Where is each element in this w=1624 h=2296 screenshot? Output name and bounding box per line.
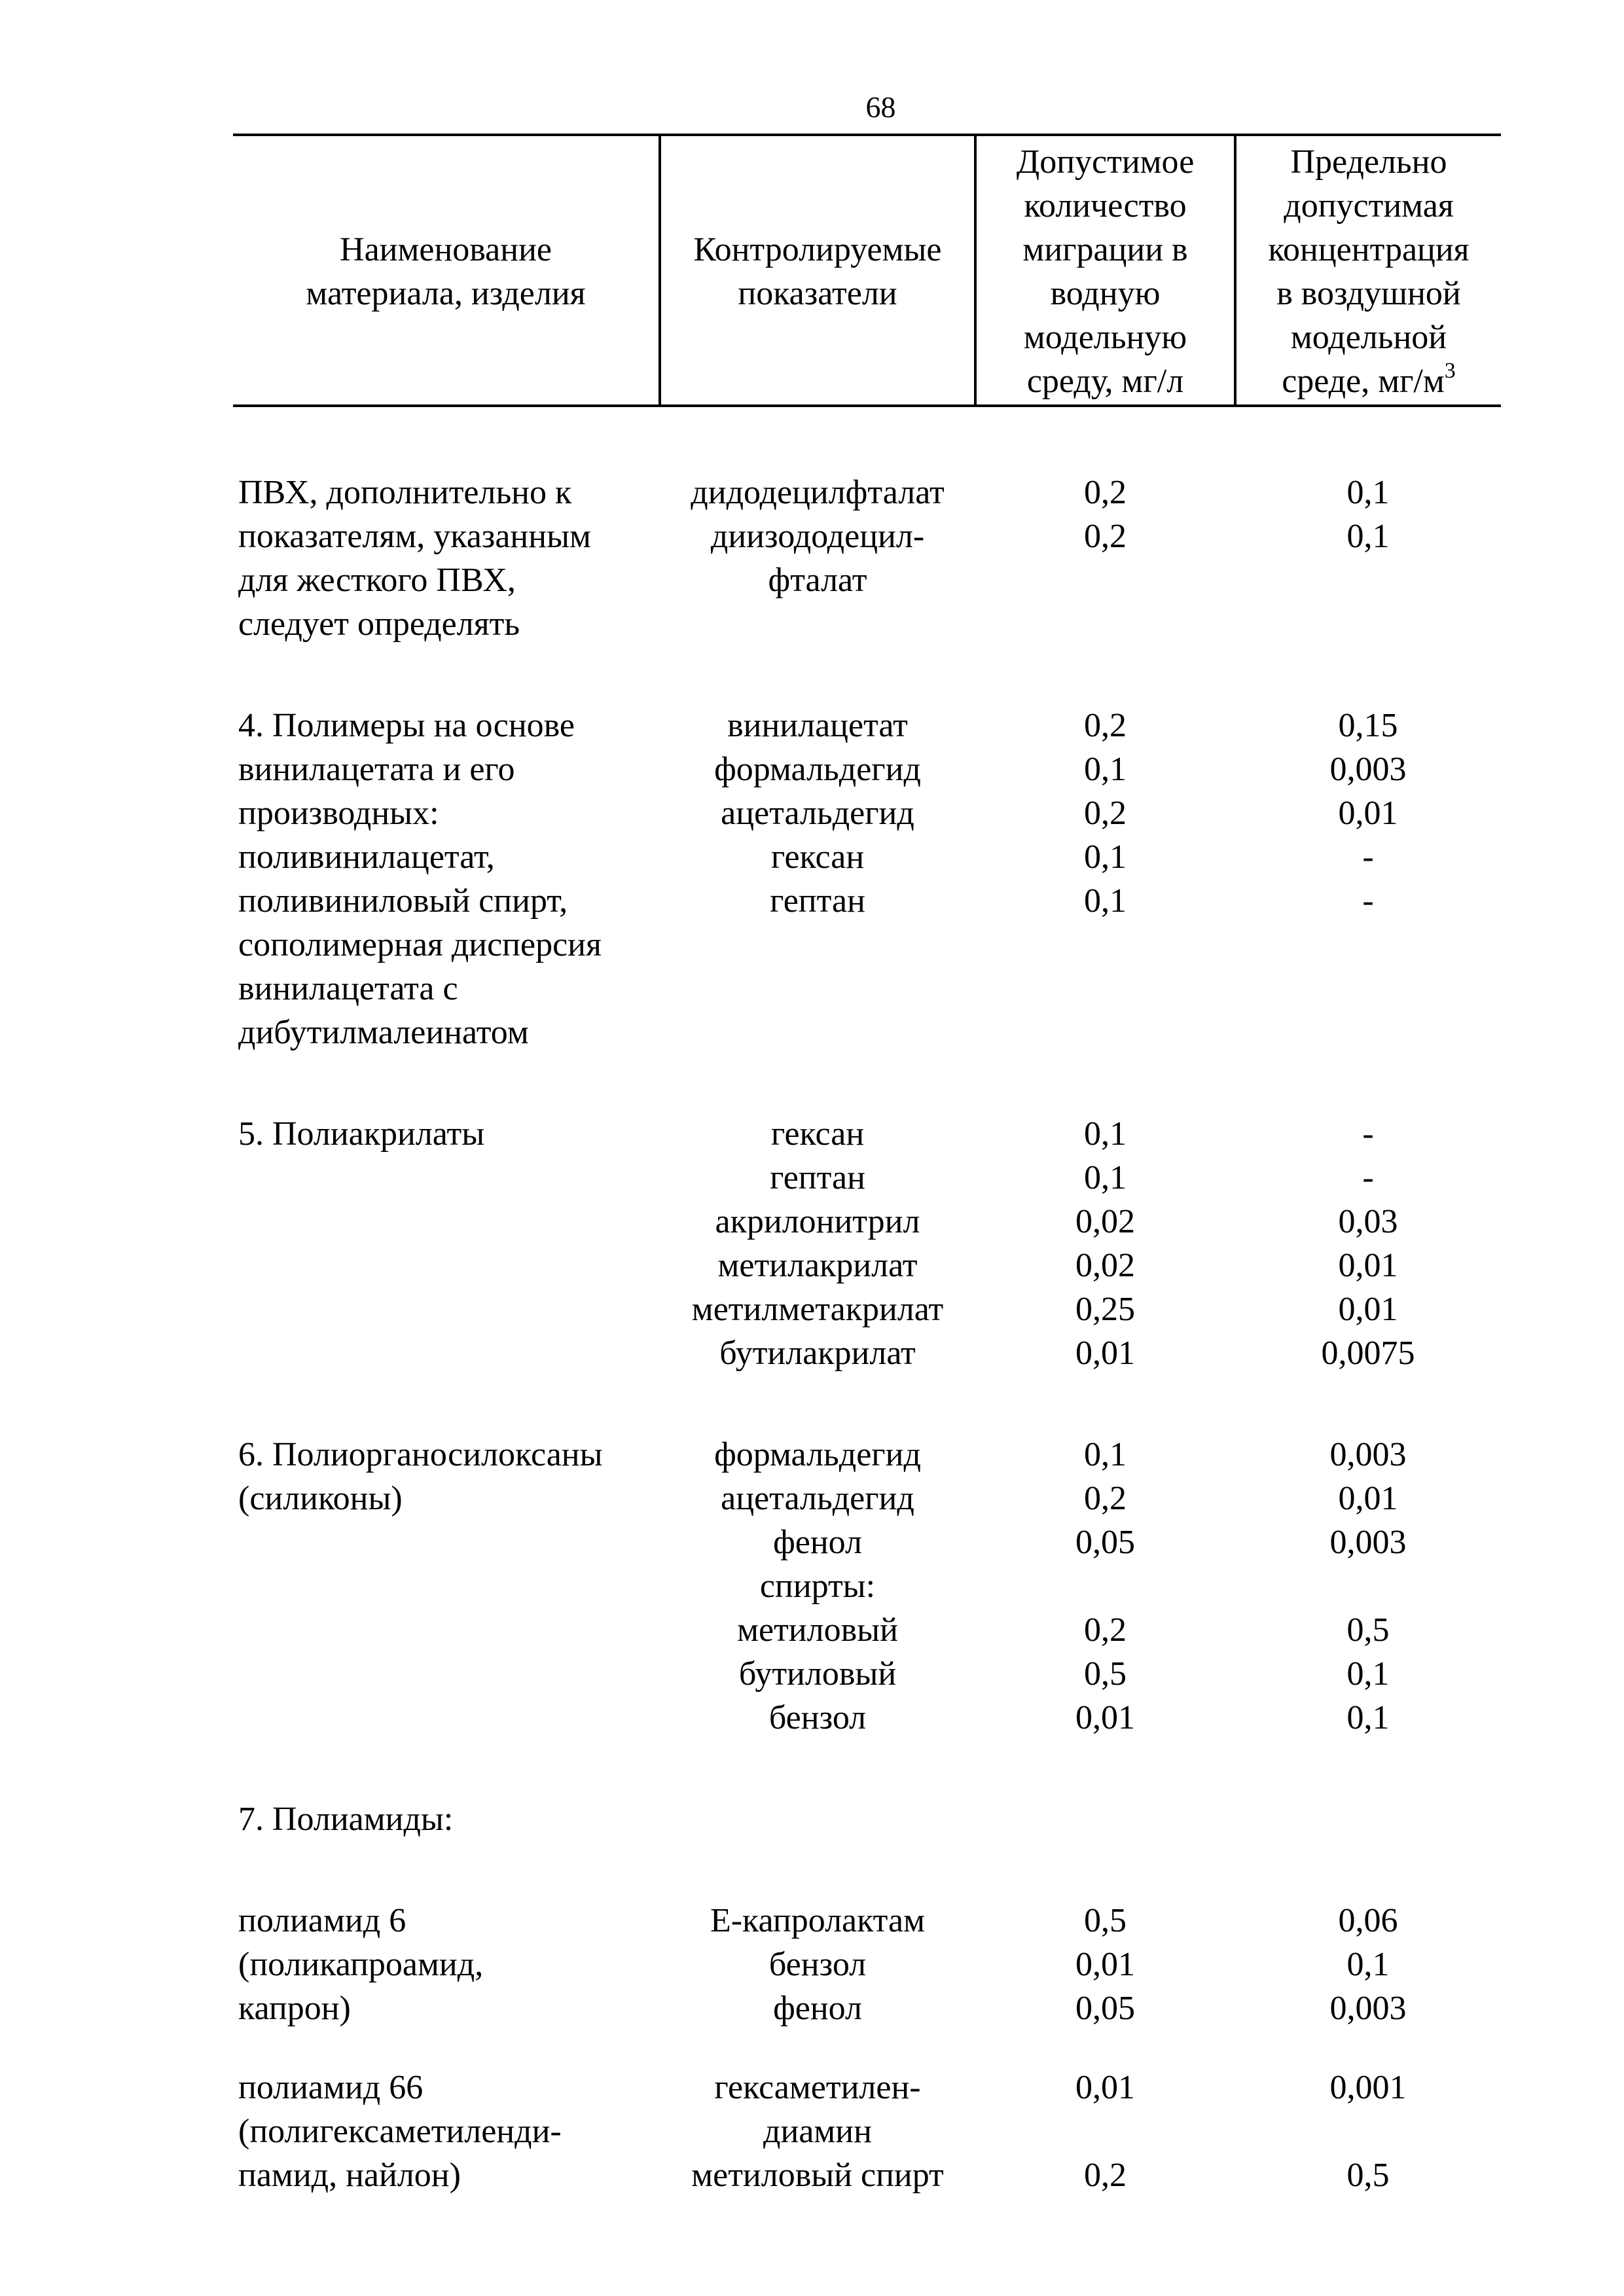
table-section-row	[233, 2030, 1501, 2197]
water-value: 0,05	[1075, 1524, 1135, 1561]
indicator-line: гексан	[770, 1115, 865, 1153]
table-body	[233, 406, 1501, 2197]
material-name-cell	[233, 646, 660, 1054]
air-value: -	[1362, 838, 1374, 876]
water-value: 0,01	[1075, 1699, 1135, 1736]
material-name-line: полиамид 6	[238, 1902, 406, 1939]
header-text: миграции в	[1022, 231, 1188, 268]
header-line	[1238, 272, 1500, 315]
indicator-line: метилакрилат	[717, 1247, 918, 1284]
table-section-row	[233, 406, 1501, 646]
water-value: 0,1	[1084, 838, 1127, 876]
header-text: модельную	[1023, 319, 1187, 356]
water-value: 0,02	[1075, 1247, 1135, 1284]
header-text: концентрация	[1268, 231, 1470, 268]
air-value-cell	[1235, 1740, 1501, 1841]
water-value: 0,01	[1075, 1335, 1135, 1372]
indicator-cell	[660, 1740, 975, 1841]
material-name-line: памид, найлон)	[238, 2157, 461, 2194]
water-value	[975, 1564, 1235, 1608]
water-value: 0,2	[1084, 474, 1127, 511]
indicator-line: фенол	[773, 1524, 862, 1561]
indicator-line: фенол	[773, 1990, 862, 2027]
header-text: среду, мг/л	[1026, 363, 1184, 400]
air-value: 0,03	[1338, 1203, 1398, 1240]
header-line	[978, 140, 1233, 184]
material-name-line: дибутилмалеинатом	[238, 1014, 529, 1051]
water-value: 0,1	[1084, 1436, 1127, 1473]
indicator-line: гептан	[770, 1159, 865, 1196]
air-value: 0,01	[1338, 1291, 1398, 1328]
indicator-cell	[660, 1375, 975, 1740]
material-name-cell	[233, 1740, 660, 1841]
indicator-line: бутиловый	[738, 1655, 897, 1693]
norms-table-container	[233, 134, 1501, 2197]
air-value-cell	[1235, 2030, 1501, 2197]
material-name-line: показателям, указанным	[238, 518, 591, 555]
air-value: 0,003	[1329, 751, 1407, 788]
air-value-cell	[1235, 406, 1501, 646]
header-text: материала, изделия	[306, 275, 586, 312]
air-value-cell	[1235, 1375, 1501, 1740]
material-name-line: ПВХ, дополнительно к	[238, 474, 572, 511]
header-text: среде, мг/м	[1282, 363, 1445, 400]
indicator-line: метиловый спирт	[691, 2157, 944, 2194]
header-text: допустимая	[1284, 187, 1454, 224]
table-section-row	[233, 1054, 1501, 1375]
header-line	[1238, 140, 1500, 184]
header-text: модельной	[1290, 319, 1447, 356]
material-name-line: следует определять	[238, 605, 520, 643]
table-section-row	[233, 646, 1501, 1054]
water-value: 0,1	[1084, 1159, 1127, 1196]
water-value: 0,2	[1084, 707, 1127, 744]
header-line	[1238, 315, 1500, 359]
material-name-line: 4. Полимеры на основе	[238, 707, 575, 744]
air-value	[1235, 1564, 1501, 1608]
header-text: количество	[1024, 187, 1187, 224]
indicator-line: ацетальдегид	[721, 1480, 914, 1517]
indicator-line: гексан	[770, 838, 865, 876]
material-name-cell	[233, 2030, 660, 2197]
water-value: 0,01	[1075, 2069, 1135, 2106]
air-value-cell	[1235, 1841, 1501, 2030]
indicator-line: метилметакрилат	[691, 1291, 944, 1328]
header-line	[978, 228, 1233, 272]
water-value: 0,5	[1084, 1655, 1127, 1693]
water-value: 0,05	[1075, 1990, 1135, 2027]
air-value: 0,1	[1346, 1655, 1390, 1693]
table-header-row	[233, 135, 1501, 406]
air-value: 0,5	[1346, 1611, 1390, 1649]
air-value: 0,1	[1346, 1699, 1390, 1736]
indicator-line: формальдегид	[714, 1436, 921, 1473]
air-value: 0,01	[1338, 1480, 1398, 1517]
header-controlled-indicators	[660, 135, 975, 406]
water-value: 0,2	[1084, 1480, 1127, 1517]
indicator-line: метиловый	[737, 1611, 898, 1649]
material-name-line: (поликапроамид,	[238, 1946, 484, 1983]
header-line	[1238, 228, 1500, 272]
air-value: 0,1	[1346, 474, 1390, 511]
indicator-cell	[660, 2030, 975, 2197]
material-name-line: полиамид 66	[238, 2069, 424, 2106]
header-text: Предельно	[1290, 143, 1447, 181]
water-value-cell	[975, 1054, 1235, 1375]
header-text: Наименование	[340, 231, 552, 268]
water-value	[975, 558, 1235, 602]
table-section-row	[233, 1375, 1501, 1740]
water-value: 0,01	[1075, 1946, 1135, 1983]
indicator-line: гептан	[770, 882, 865, 920]
indicator-line: спирты:	[759, 1568, 876, 1605]
material-name-line: капрон)	[238, 1990, 351, 2027]
indicator-cell	[660, 1054, 975, 1375]
air-value: 0,1	[1346, 1946, 1390, 1983]
water-value: 0,2	[1084, 795, 1127, 832]
header-text: в воздушной	[1276, 275, 1461, 312]
unit-superscript: 3	[1444, 359, 1456, 383]
indicator-line: бензол	[768, 1946, 867, 1983]
air-value: -	[1362, 882, 1374, 920]
water-value: 0,1	[1084, 751, 1127, 788]
water-value: 0,5	[1084, 1902, 1127, 1939]
water-value-cell	[975, 1375, 1235, 1740]
material-name-line: винилацетата с	[238, 970, 458, 1007]
air-value: 0,06	[1338, 1902, 1398, 1939]
header-line	[662, 228, 973, 272]
header-line	[662, 272, 973, 315]
page-number: 68	[865, 90, 896, 124]
water-value-cell	[975, 406, 1235, 646]
header-text: Допустимое	[1016, 143, 1195, 181]
indicator-line: формальдегид	[714, 751, 921, 788]
header-line	[978, 184, 1233, 228]
material-name-line: винилацетата и его	[238, 751, 515, 788]
material-name-cell	[233, 1054, 660, 1375]
indicator-line: бутилакрилат	[719, 1335, 916, 1372]
material-name-line: 6. Полиорганосилоксаны	[238, 1436, 603, 1473]
water-value	[975, 2109, 1235, 2153]
header-line	[1238, 184, 1500, 228]
water-value: 0,2	[1084, 2157, 1127, 2194]
material-name-line: 7. Полиамиды:	[238, 1801, 454, 1838]
material-name-line: для жесткого ПВХ,	[238, 562, 516, 599]
air-value	[1235, 2109, 1501, 2153]
air-value: -	[1362, 1115, 1374, 1153]
material-name-line: поливинилацетат,	[238, 838, 495, 876]
header-material-name	[233, 135, 660, 406]
header-line	[978, 272, 1233, 315]
table-section-row	[233, 1740, 1501, 1841]
indicator-line: акрилонитрил	[715, 1203, 920, 1240]
water-value: 0,2	[1084, 1611, 1127, 1649]
indicator-line: дидодецилфталат	[691, 474, 945, 511]
material-name-line: производных:	[238, 795, 439, 832]
header-line	[1238, 359, 1500, 403]
norms-table	[233, 134, 1501, 2197]
indicator-line: бензол	[768, 1699, 867, 1736]
header-line	[234, 228, 657, 272]
indicator-line: фталат	[768, 562, 867, 599]
water-value: 0,25	[1075, 1291, 1135, 1328]
material-name-line: (полигексаметиленди-	[238, 2113, 562, 2150]
air-value-cell	[1235, 646, 1501, 1054]
water-value-cell	[975, 1841, 1235, 2030]
header-line	[978, 359, 1233, 403]
material-name-cell	[233, 1841, 660, 2030]
indicator-line: диамин	[763, 2113, 872, 2150]
material-name-cell	[233, 1375, 660, 1740]
material-name-line: 5. Полиакрилаты	[238, 1115, 485, 1153]
air-value: 0,1	[1346, 518, 1390, 555]
header-line	[978, 315, 1233, 359]
table-section-row	[233, 1841, 1501, 2030]
water-value: 0,2	[1084, 518, 1127, 555]
air-value: 0,003	[1329, 1990, 1407, 2027]
water-value: 0,1	[1084, 1115, 1127, 1153]
header-air-concentration	[1235, 135, 1501, 406]
material-name-line: сополимерная дисперсия	[238, 926, 602, 963]
air-value: 0,003	[1329, 1524, 1407, 1561]
water-value: 0,02	[1075, 1203, 1135, 1240]
air-value: 0,0075	[1321, 1335, 1415, 1372]
material-name-line: (силиконы)	[238, 1480, 403, 1517]
air-value: -	[1362, 1159, 1374, 1196]
material-name-line: поливиниловый спирт,	[238, 882, 568, 920]
air-value: 0,5	[1346, 2157, 1390, 2194]
header-text: Контролируемые	[693, 231, 942, 268]
air-value: 0,15	[1338, 707, 1398, 744]
air-value: 0,003	[1329, 1436, 1407, 1473]
air-value: 0,01	[1338, 795, 1398, 832]
indicator-line: ацетальдегид	[721, 795, 914, 832]
indicator-line: Е-капролактам	[710, 1902, 926, 1939]
header-text: водную	[1050, 275, 1161, 312]
material-name-cell	[233, 406, 660, 646]
water-value-cell	[975, 2030, 1235, 2197]
header-line	[234, 272, 657, 315]
indicator-line: гексаметилен-	[714, 2069, 921, 2106]
header-text: показатели	[738, 275, 897, 312]
air-value: 0,01	[1338, 1247, 1398, 1284]
water-value-cell	[975, 1740, 1235, 1841]
air-value	[1235, 558, 1501, 602]
indicator-cell	[660, 646, 975, 1054]
indicator-cell	[660, 1841, 975, 2030]
indicator-cell	[660, 406, 975, 646]
indicator-line: диизододецил-	[710, 518, 925, 555]
header-water-migration	[975, 135, 1235, 406]
air-value: 0,001	[1329, 2069, 1407, 2106]
water-value-cell	[975, 646, 1235, 1054]
water-value: 0,1	[1084, 882, 1127, 920]
air-value-cell	[1235, 1054, 1501, 1375]
indicator-line: винилацетат	[727, 707, 908, 744]
